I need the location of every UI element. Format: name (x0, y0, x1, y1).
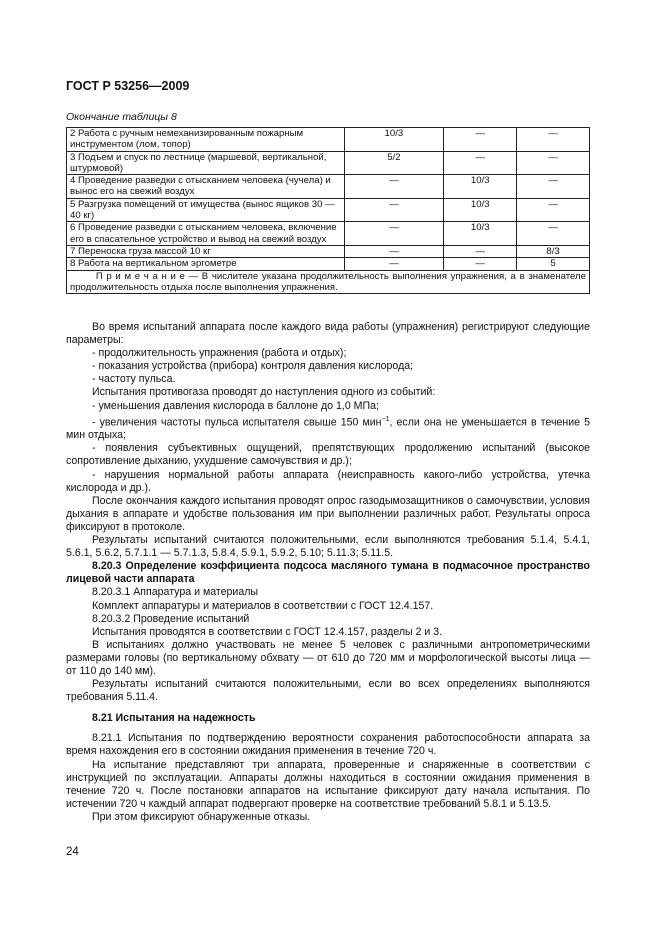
table-row (67, 175, 590, 199)
table-row (67, 258, 590, 270)
table-cell: — (444, 151, 517, 175)
table-note-row (67, 270, 590, 294)
paragraph: Испытания противогаза проводят до наступления одного из событий: (92, 386, 436, 399)
table-row (67, 128, 590, 152)
table-note (67, 270, 590, 294)
paragraph: На испытание представляют три аппарата, проверенные и снаряженные в соответствии с инструкцией по эксплуатации. Аппараты должны находиться в состоянии ожидания применения в течение 720 ч. После постановки аппаратов на испытание фиксируют дату начала испытания. По истечении 720 ч каждый аппарат подвергают проверке на соответствие требований 5.8.1 и 5.13.5. (66, 758, 590, 810)
table-row (67, 151, 590, 175)
table-cell: — (344, 198, 444, 222)
pulse-unit-exponent: −1 (381, 415, 390, 423)
page-number: 24 (66, 846, 79, 858)
table-cell: 10/3 (444, 222, 517, 246)
note-label: П р и м е ч а н и е (95, 270, 185, 282)
paragraph: Результаты испытаний считаются положительными, если во всех определениях выполняются требования 5.11.4. (66, 678, 590, 704)
paragraph: После окончания каждого испытания проводят опрос газодымозащитников о самочувствии, условия дыхания в аппарате и удобстве пользования им при выполнении различных работ. Результаты опроса фиксируют в протоколе. (66, 494, 590, 533)
list-item: - частоту пульса. (92, 373, 176, 386)
table-cell: 5 (517, 258, 590, 270)
paragraph: 8.21.1 Испытания по подтверждению вероятности сохранения работоспособности аппарата за время нахождения его в состоянии ожидания применения в течение 720 ч. (66, 732, 590, 758)
paragraph: Во время испытаний аппарата после каждого вида работы (упражнения) регистрируют следующие параметры: (66, 321, 590, 347)
note-text: — В числителе указана продолжительность выполнения упражнения, а в знаменателе продолжительность отдыха после выполнения упражнения. (70, 270, 586, 293)
table-cell: — (344, 222, 444, 246)
table-cell: 10/3 (444, 175, 517, 199)
exercise-name: 3 Подъем и спуск по лестнице (маршевой, вертикальной, штурмовой) (67, 151, 345, 175)
list-item: - уменьшения давления кислорода в баллоне до 1,0 МПа; (92, 399, 379, 412)
table-row (67, 222, 590, 246)
list-item: - продолжительность упражнения (работа и отдых); (92, 347, 347, 360)
list-item: - нарушения нормальной работы аппарата (неисправность какого-либо устройства, утечка кислорода и др.). (66, 468, 590, 494)
subsection-heading: 8.20.3.1 Аппаратура и материалы (92, 586, 259, 599)
table-cell: 5/2 (344, 151, 444, 175)
pulse-text: - увеличения частоты пульса испытателя свыше 150 мин (92, 416, 382, 429)
table-row (67, 198, 590, 222)
document-header: ГОСТ Р 53256—2009 (66, 79, 190, 93)
table-cell: — (444, 245, 517, 257)
exercise-name: 2 Работа с ручным немеханизированным пожарным инструментом (лом, топор) (67, 128, 345, 152)
section-heading-8-20-3: 8.20.3 Определение коэффициента подсоса масляного тумана в подмасочное пространство лицевой части аппарата (66, 560, 590, 586)
table-cell: — (344, 245, 444, 257)
table-cell: 10/3 (344, 128, 444, 152)
paragraph: В испытаниях должно участвовать не менее 5 человек с различными антропометрическими размерами головы (по вертикальному обхвату — от 610 до 720 мм и морфологической высоты лица — от 110 до 140 мм). (66, 638, 590, 677)
exercise-name: 7 Переноска груза массой 10 кг (67, 245, 345, 257)
pulse-text-end: , если она не уменьшается в течение 5 мин отдыха; (66, 416, 590, 442)
list-item (66, 413, 590, 443)
table-cell: 10/3 (444, 198, 517, 222)
exercise-name: 4 Проведение разведки с отысканием человека (чучела) и вынос его на свежий воздух (67, 175, 345, 199)
subsection-heading: 8.20.3.2 Проведение испытаний (92, 612, 250, 625)
table-cell: — (344, 175, 444, 199)
exercise-name: 5 Разгрузка помещений от имущества (вынос ящиков 30 — 40 кг) (67, 198, 345, 222)
paragraph: При этом фиксируют обнаруженные отказы. (92, 810, 311, 823)
table-cell: 8/3 (517, 245, 590, 257)
table-cell: — (444, 128, 517, 152)
table-cell: — (344, 258, 444, 270)
table-row (67, 245, 590, 257)
table-caption: Окончание таблицы 8 (66, 111, 177, 123)
table-cell: — (517, 151, 590, 175)
table-cell: — (517, 222, 590, 246)
table-cell: — (517, 175, 590, 199)
table-cell: — (444, 258, 517, 270)
paragraph: Результаты испытаний считаются положительными, если выполняются требования 5.1.4, 5.4.1, 5.6.1, 5.6.2, 5.7.1.1 — 5.7.1.3, 5.8.4, 5.9.1, 5.9.2, 5.10; 5.11.3; 5.11.5. (66, 534, 590, 560)
section-heading-8-21: 8.21 Испытания на надежность (92, 712, 256, 725)
paragraph: Испытания проводятся в соответствии с ГОСТ 12.4.157, разделы 2 и 3. (92, 625, 443, 638)
exercise-name: 8 Работа на вертикальном эргометре (67, 258, 345, 270)
body-text (66, 321, 590, 824)
table-8-continuation (66, 127, 590, 294)
table-cell: — (517, 198, 590, 222)
exercise-name: 6 Проведение разведки с отысканием человека, включение его в спасательное устройство и вывод на свежий воздух (67, 222, 345, 246)
table-cell: — (517, 128, 590, 152)
list-item: - появления субъективных ощущений, препятствующих продолжению испытаний (высокое сопротивление дыханию, ухудшение самочувствия и др.); (66, 442, 590, 468)
paragraph: Комплект аппаратуры и материалов в соответствии с ГОСТ 12.4.157. (92, 599, 434, 612)
list-item: - показания устройства (прибора) контроля давления кислорода; (92, 360, 414, 373)
